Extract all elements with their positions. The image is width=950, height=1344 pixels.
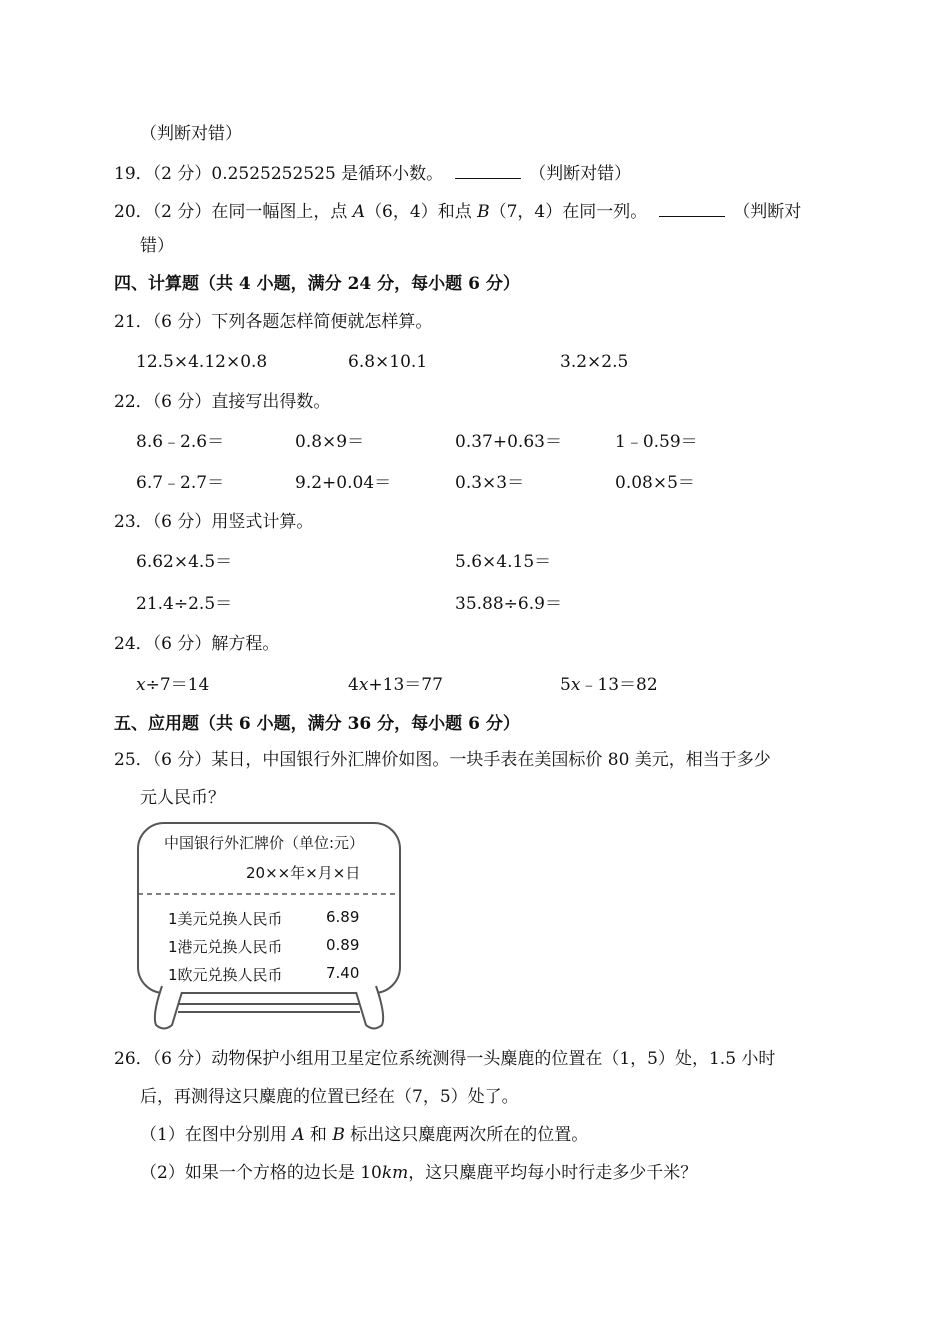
q25-line-2: 元人民币？ <box>140 788 225 808</box>
q24-eq-2 <box>348 673 443 697</box>
q21-item-2: 6.8×10.1 <box>348 352 428 372</box>
board-row-3-label: 1欧元兑换人民币 <box>168 966 283 984</box>
question-19 <box>114 160 631 186</box>
board-row-1-value: 6.89 <box>326 908 360 926</box>
q24-e3-rest: ﹣13＝82 <box>580 675 658 695</box>
q19-answer-blank[interactable] <box>455 160 521 179</box>
q22-r2-3: 0.3×3＝ <box>455 473 525 493</box>
board-row-2-label: 1港元兑换人民币 <box>168 938 283 956</box>
q25-line-1: 25．（6 分）某日，中国银行外汇牌价如图。一块手表在美国标价 80 美元，相当于多少 <box>114 750 771 770</box>
q24-eq-1 <box>136 673 209 697</box>
question-20 <box>114 198 801 224</box>
board-row-1-label: 1美元兑换人民币 <box>168 910 283 928</box>
q21-item-3: 3.2×2.5 <box>560 352 629 372</box>
q23-item-1: 6.62×4.5＝ <box>136 552 233 572</box>
q26-sub1-point-a: A <box>292 1125 305 1145</box>
board-row-2-value: 0.89 <box>326 936 360 954</box>
q20-score: （2 分） <box>152 202 212 222</box>
q24-label: 24．（6 分）解方程。 <box>114 634 280 654</box>
q19-text: 0.2525252525 是循环小数。 <box>211 164 444 184</box>
q22-r1-2: 0.8×9＝ <box>295 432 365 452</box>
q23-item-2: 5.6×4.15＝ <box>455 552 552 572</box>
q22-r2-1: 6.7﹣2.7＝ <box>136 473 225 493</box>
q24-e3-coef: 5 <box>560 675 571 695</box>
q22-r1-1: 8.6﹣2.6＝ <box>136 432 225 452</box>
q26-sub1-mid: 和 <box>304 1125 333 1145</box>
q24-eq-3 <box>560 673 658 697</box>
q24-e1-rest: ÷7＝14 <box>145 675 210 695</box>
q20-text-a: 在同一幅图上，点 <box>211 202 353 222</box>
q20-num: 20． <box>114 202 153 222</box>
q22-r2-4: 0.08×5＝ <box>615 473 695 493</box>
q20-point-b: B <box>477 202 490 222</box>
board-row-3-value: 7.40 <box>326 964 360 982</box>
q20-tail2: 错） <box>140 236 174 256</box>
q26-sub-1 <box>140 1123 588 1147</box>
q19-num: 19． <box>114 164 153 184</box>
q26-sub1-a: （1）在图中分别用 <box>140 1125 293 1145</box>
q22-r1-3: 0.37+0.63＝ <box>455 432 562 452</box>
board-title: 中国银行外汇牌价（单位:元） <box>164 834 365 852</box>
q23-item-4: 35.88÷6.9＝ <box>455 594 562 614</box>
exchange-rate-board <box>134 820 404 1035</box>
q23-label: 23．（6 分）用竖式计算。 <box>114 512 314 532</box>
q18-tail: （判断对错） <box>140 124 242 144</box>
q22-label: 22．（6 分）直接写出得数。 <box>114 392 331 412</box>
q26-sub2-unit: km <box>381 1163 409 1183</box>
q20-text-c: （7，4）在同一列。 <box>489 202 648 222</box>
q24-e2-var: x <box>358 675 369 695</box>
q20-tail: （判断对 <box>733 202 802 222</box>
q26-sub2-a: （2）如果一个方格的边长是 10 <box>140 1163 382 1183</box>
q21-item-1: 12.5×4.12×0.8 <box>136 352 268 372</box>
q26-sub1-b: 标出这只麋鹿两次所在的位置。 <box>344 1125 589 1145</box>
section-4-heading: 四、计算题（共 4 小题，满分 24 分，每小题 6 分） <box>114 274 520 294</box>
q26-line-2: 后，再测得这只麋鹿的位置已经在（7，5）处了。 <box>140 1087 519 1107</box>
q20-point-a: A <box>352 202 366 222</box>
q24-e2-coef: 4 <box>348 675 359 695</box>
section-5-heading: 五、应用题（共 6 小题，满分 36 分，每小题 6 分） <box>114 714 520 734</box>
q26-sub2-b: ，这只麋鹿平均每小时行走多少千米？ <box>408 1163 698 1183</box>
q24-e2-rest: +13＝77 <box>368 675 443 695</box>
q26-line-1: 26．（6 分）动物保护小组用卫星定位系统测得一头麋鹿的位置在（1，5）处，1.5 小时 <box>114 1049 776 1069</box>
q26-sub-2 <box>140 1161 697 1185</box>
q22-r1-4: 1﹣0.59＝ <box>615 432 698 452</box>
q19-score: （2 分） <box>152 164 212 184</box>
q19-tail: （判断对错） <box>529 164 632 184</box>
q21-label: 21．（6 分）下列各题怎样简便就怎样算。 <box>114 312 433 332</box>
q24-e3-var: x <box>570 675 581 695</box>
q22-r2-2: 9.2+0.04＝ <box>295 473 392 493</box>
q23-item-3: 21.4÷2.5＝ <box>136 594 233 614</box>
q20-answer-blank[interactable] <box>659 198 725 217</box>
q24-e1-var: x <box>136 675 146 695</box>
q20-text-b: （6，4）和点 <box>365 202 478 222</box>
board-date: 20××年×月×日 <box>246 864 361 882</box>
q26-sub1-point-b: B <box>332 1125 345 1145</box>
